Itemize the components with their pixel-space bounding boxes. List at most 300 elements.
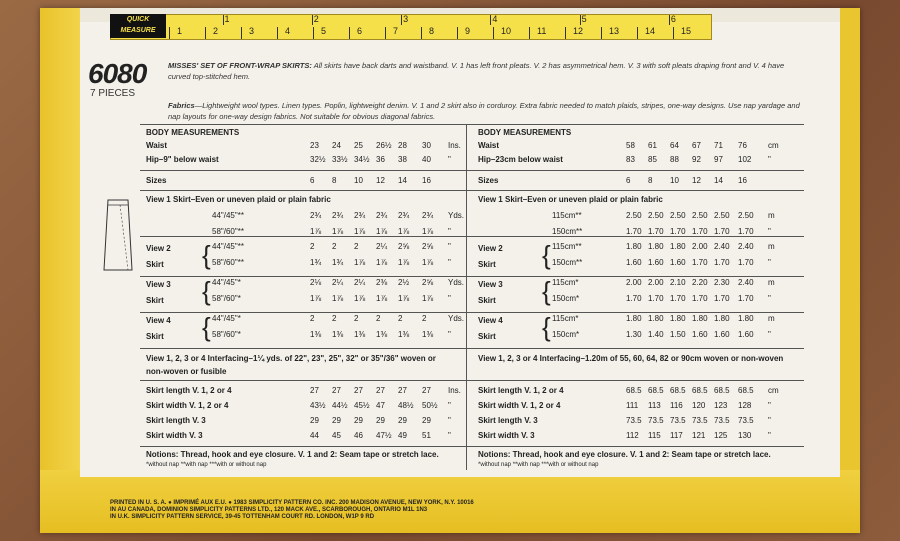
finished-unit: " — [768, 431, 771, 440]
yardage-value: 2.50 — [626, 211, 642, 220]
ruler-cm-number: 4 — [285, 26, 291, 36]
yardage-value: 1⅞ — [422, 294, 434, 303]
yardage-value: 2⅝ — [398, 242, 410, 251]
finished-unit: Ins. — [448, 386, 461, 395]
yardage-value: 1¾ — [310, 258, 322, 267]
ruler-cm-tick — [349, 27, 350, 39]
yardage-value: 2 — [310, 314, 315, 323]
finished-value: 73.5 — [648, 416, 664, 425]
yardage-value: 2¼ — [332, 278, 344, 287]
yardage-value: 1⅞ — [354, 294, 366, 303]
yardage-unit: " — [448, 330, 451, 339]
hip-value: 34½ — [354, 155, 370, 164]
finished-value: 46 — [354, 431, 363, 440]
interfacing-note: View 1, 2, 3 or 4 Interfacing–1¼ yds. of 22", 23", 25", 32" or 35"/36" woven or non-woven or fusible — [146, 354, 436, 376]
table-rule — [466, 124, 804, 125]
yardage-value: 1.70 — [692, 294, 708, 303]
yardage-value: 2¼ — [376, 242, 388, 251]
ruler-cm-number: 10 — [501, 26, 512, 36]
view2-skirt-label: Skirt — [478, 260, 496, 269]
hip-unit: " — [448, 155, 451, 164]
yardage-value: 1.80 — [670, 314, 686, 323]
view4-skirt-label: Skirt — [478, 332, 496, 341]
yardage-value: 1.80 — [738, 314, 754, 323]
view4-label: View 4 — [478, 316, 503, 325]
table-rule — [140, 190, 466, 191]
finished-value: 27 — [422, 386, 431, 395]
waist-value: 28 — [398, 141, 407, 150]
waist-value: 23 — [310, 141, 319, 150]
waist-value: 58 — [626, 141, 635, 150]
yardage-value: 2 — [332, 242, 337, 251]
finished-value: 29 — [398, 416, 407, 425]
yardage-value: 1⅞ — [422, 258, 434, 267]
yardage-unit: " — [448, 258, 451, 267]
ruler-cm-number: 1 — [177, 26, 183, 36]
finished-unit: cm — [768, 386, 779, 395]
waist-value: 71 — [714, 141, 723, 150]
finished-value: 68.5 — [648, 386, 664, 395]
yardage-value: 2.40 — [738, 278, 754, 287]
finished-value: 68.5 — [626, 386, 642, 395]
yardage-value: 1.80 — [648, 314, 664, 323]
metric-measurements-table — [466, 124, 804, 470]
pattern-number: 6080 — [88, 58, 147, 89]
ruler-inch-number: 1 — [224, 14, 230, 24]
pieces-count: 7 PIECES — [90, 88, 136, 99]
sizes-label: Sizes — [146, 176, 167, 185]
view3-skirt-label: Skirt — [146, 296, 164, 305]
ruler-inch-tick — [490, 15, 491, 25]
ruler-inch-number: 4 — [492, 14, 498, 24]
finished-measurement-label: Skirt width V. 1, 2 or 4 — [146, 401, 229, 410]
size-value: 14 — [714, 176, 723, 185]
footer-line-canada: IN AU CANADA, DOMINION SIMPLICITY PATTERNS LTD., 120 MACK AVE., SCARBOROUGH, ONTARIO M1L 1N3 — [110, 507, 428, 513]
size-value: 14 — [398, 176, 407, 185]
yardage-value: 1.70 — [714, 227, 730, 236]
notions-note: Notions: Thread, hook and eye closure. V. 1 and 2: Seam tape or stretch lace. — [146, 450, 439, 459]
ruler-cm-tick — [493, 27, 494, 39]
ruler-cm-tick — [205, 27, 206, 39]
waist-value: 76 — [738, 141, 747, 150]
yardage-value: 2.00 — [626, 278, 642, 287]
table-rule — [466, 312, 804, 313]
ruler-cm-tick — [673, 27, 674, 39]
quick-measure-ruler — [110, 14, 712, 40]
yardage-value: 1.80 — [648, 242, 664, 251]
hip-label: Hip–9" below waist — [146, 155, 219, 164]
yardage-value: 1.60 — [714, 330, 730, 339]
fabric-width: 115cm* — [552, 314, 579, 323]
hip-value: 85 — [648, 155, 657, 164]
finished-value: 111 — [626, 401, 639, 410]
yardage-value: 1⅞ — [376, 227, 388, 236]
table-rule — [140, 312, 466, 313]
table-rule — [140, 276, 466, 277]
ruler-inch-tick — [223, 15, 224, 25]
fabric-width: 44"/45"* — [212, 278, 241, 287]
copyright-footer — [110, 500, 474, 521]
waist-unit: cm — [768, 141, 779, 150]
footer-line-uk: IN U.K. SIMPLICITY PATTERN SERVICE, 39-45 TOTTENHAM COURT RD. LONDON, W1P 9 RD — [110, 514, 375, 520]
finished-value: 68.5 — [692, 386, 708, 395]
yardage-unit: " — [768, 330, 771, 339]
finished-value: 27 — [398, 386, 407, 395]
finished-value: 68.5 — [714, 386, 730, 395]
yardage-value: 1.70 — [670, 294, 686, 303]
yardage-value: 2¾ — [354, 211, 366, 220]
yardage-value: 1⅜ — [310, 330, 322, 339]
yardage-value: 2.50 — [738, 211, 754, 220]
yardage-value: 1⅞ — [376, 294, 388, 303]
table-rule — [140, 348, 466, 349]
finished-value: 117 — [670, 431, 683, 440]
finished-measurement-label: Skirt width V. 1, 2 or 4 — [478, 401, 561, 410]
yardage-value: 2¼ — [354, 278, 366, 287]
yardage-value: 2 — [332, 314, 337, 323]
waist-value: 30 — [422, 141, 431, 150]
sizes-label: Sizes — [478, 176, 499, 185]
waist-value: 61 — [648, 141, 657, 150]
yardage-value: 1⅞ — [354, 258, 366, 267]
yardage-value: 1.70 — [626, 227, 642, 236]
yardage-unit: " — [448, 227, 451, 236]
ruler-inch-tick — [312, 15, 313, 25]
finished-value: 128 — [738, 401, 752, 410]
yardage-value: 1.60 — [648, 258, 664, 267]
fabric-width: 58"/60"** — [212, 258, 244, 267]
waist-label: Waist — [478, 141, 500, 150]
finished-unit: " — [768, 401, 771, 410]
hip-value: 83 — [626, 155, 635, 164]
yardage-value: 1.70 — [626, 294, 642, 303]
finished-measurement-label: Skirt length V. 3 — [146, 416, 206, 425]
view1-label: View 1 Skirt–Even or uneven plaid or plain fabric — [146, 195, 331, 204]
ruler-cm-number: 11 — [537, 26, 547, 36]
ruler-logo-line1: QUICK — [126, 16, 150, 23]
interfacing-note: View 1, 2, 3 or 4 Interfacing–1.20m of 55, 60, 64, 82 or 90cm woven or non-woven — [478, 354, 784, 363]
yardage-value: 1.70 — [670, 227, 686, 236]
finished-measurement-label: Skirt width V. 3 — [146, 431, 203, 440]
yardage-value: 1.70 — [714, 294, 730, 303]
waist-value: 24 — [332, 141, 341, 150]
yardage-value: 1⅞ — [332, 294, 344, 303]
ruler-cm-number: 2 — [213, 26, 219, 36]
imperial-measurements-table — [140, 124, 466, 470]
yardage-value: 2.40 — [714, 242, 730, 251]
finished-value: 50½ — [422, 401, 438, 410]
table-rule — [466, 170, 804, 171]
yardage-value: 1⅜ — [422, 330, 434, 339]
size-value: 12 — [376, 176, 385, 185]
fabric-width: 150cm* — [552, 294, 580, 303]
yardage-value: 1⅜ — [398, 330, 410, 339]
yardage-value: 2¾ — [376, 211, 388, 220]
yardage-value: 1.70 — [648, 294, 664, 303]
fabric-width: 58"/60"* — [212, 330, 241, 339]
finished-value: 45 — [332, 431, 341, 440]
yardage-value: 1.70 — [738, 227, 754, 236]
yardage-value: 2 — [354, 242, 359, 251]
finished-value: 44½ — [332, 401, 348, 410]
table-rule — [466, 348, 804, 349]
notions-note: Notions: Thread, hook and eye closure. V. 1 and 2: Seam tape or stretch lace. — [478, 450, 771, 459]
yardage-value: 1⅞ — [398, 227, 410, 236]
ruler-cm-tick — [421, 27, 422, 39]
size-value: 16 — [422, 176, 431, 185]
finished-value: 43½ — [310, 401, 326, 410]
finished-value: 130 — [738, 431, 752, 440]
ruler-inch-number: 3 — [403, 14, 409, 24]
finished-value: 116 — [670, 401, 683, 410]
waist-value: 25 — [354, 141, 363, 150]
size-value: 8 — [332, 176, 337, 185]
yardage-value: 1⅞ — [332, 227, 344, 236]
ruler-inch-tick — [669, 15, 670, 25]
yardage-value: 2¾ — [398, 211, 410, 220]
ruler-cm-tick — [601, 27, 602, 39]
ruler-cm-number: 6 — [357, 26, 363, 36]
ruler-cm-number: 15 — [681, 26, 692, 36]
ruler-inch-tick — [580, 15, 581, 25]
yardage-value: 1.70 — [738, 258, 754, 267]
size-value: 10 — [670, 176, 679, 185]
finished-unit: " — [768, 416, 771, 425]
yardage-unit: " — [448, 242, 451, 251]
fabrics-note — [168, 100, 808, 122]
yardage-value: 1.70 — [714, 258, 730, 267]
ruler-cm-number: 7 — [393, 26, 399, 36]
fabric-width: 115cm** — [552, 242, 582, 251]
table-rule — [140, 446, 466, 447]
table-rule — [140, 170, 466, 171]
ruler-cm-tick — [169, 27, 170, 39]
fabric-width: 44"/45"** — [212, 242, 244, 251]
yardage-value: 2.50 — [692, 211, 708, 220]
yardage-value: 1⅞ — [398, 294, 410, 303]
yardage-unit: Yds. — [448, 211, 465, 220]
table-rule — [466, 446, 804, 447]
size-value: 12 — [692, 176, 701, 185]
yardage-value: 1.60 — [626, 258, 642, 267]
fabric-width: 150cm** — [552, 258, 583, 267]
table-rule — [140, 380, 466, 381]
yardage-value: 2 — [354, 314, 359, 323]
fabric-width: 58"/60"* — [212, 294, 241, 303]
yardage-value: 2 — [398, 314, 403, 323]
quick-measure-logo — [110, 14, 166, 38]
ruler-cm-tick — [385, 27, 386, 39]
yardage-value: 2¾ — [332, 211, 344, 220]
yardage-value: 2 — [376, 314, 381, 323]
size-value: 10 — [354, 176, 363, 185]
finished-value: 112 — [626, 431, 639, 440]
yardage-value: 2⅝ — [422, 242, 434, 251]
finished-unit: " — [448, 416, 451, 425]
ruler-cm-tick — [637, 27, 638, 39]
ruler-inch-number: 5 — [581, 14, 587, 24]
yardage-value: 2½ — [398, 278, 410, 287]
ruler-cm-tick — [241, 27, 242, 39]
fabrics-title: Fabrics — [168, 101, 195, 110]
yardage-unit: m — [768, 242, 775, 251]
view4-label: View 4 — [146, 316, 171, 325]
yardage-value: 1⅜ — [354, 330, 366, 339]
view2-label: View 2 — [146, 244, 171, 253]
envelope-yellow-right-edge — [840, 8, 860, 533]
yardage-value: 1.40 — [648, 330, 664, 339]
yardage-value: 1.70 — [738, 294, 754, 303]
table-rule — [466, 190, 804, 191]
yardage-value: 1.80 — [692, 314, 708, 323]
table-rule — [466, 380, 804, 381]
ruler-cm-number: 12 — [573, 26, 584, 36]
finished-value: 27 — [354, 386, 363, 395]
finished-measurement-label: Skirt width V. 3 — [478, 431, 535, 440]
ruler-cm-tick — [565, 27, 566, 39]
finished-measurement-label: Skirt length V. 1, 2 or 4 — [146, 386, 232, 395]
hip-value: 36 — [376, 155, 385, 164]
finished-value: 51 — [422, 431, 431, 440]
table-rule — [466, 276, 804, 277]
ruler-logo-line2: MEASURE — [120, 27, 156, 34]
finished-value: 73.5 — [626, 416, 642, 425]
ruler-cm-number: 13 — [609, 26, 620, 36]
yardage-value: 1⅞ — [422, 227, 434, 236]
yardage-value: 2.20 — [692, 278, 708, 287]
finished-unit: " — [448, 431, 451, 440]
finished-value: 123 — [714, 401, 728, 410]
finished-unit: " — [448, 401, 451, 410]
finished-value: 73.5 — [692, 416, 708, 425]
yardage-value: 1⅜ — [332, 330, 344, 339]
view1-label: View 1 Skirt–Even or uneven plaid or plain fabric — [478, 195, 663, 204]
description-title: MISSES' SET OF FRONT-WRAP SKIRTS: — [168, 61, 312, 70]
hip-value: 102 — [738, 155, 752, 164]
finished-value: 29 — [422, 416, 431, 425]
view4-skirt-label: Skirt — [146, 332, 164, 341]
finished-value: 27 — [376, 386, 385, 395]
hip-value: 32½ — [310, 155, 326, 164]
yardage-unit: Yds. — [448, 314, 465, 323]
body-measurements-heading: BODY MEASUREMENTS — [146, 128, 240, 137]
hip-value: 92 — [692, 155, 701, 164]
yardage-value: 2.00 — [648, 278, 664, 287]
envelope-yellow-left-edge — [40, 8, 80, 533]
ruler-inch-number: 6 — [670, 14, 676, 24]
hip-value: 88 — [670, 155, 679, 164]
yardage-value: 2.40 — [738, 242, 754, 251]
ruler-cm-number: 14 — [645, 26, 656, 36]
size-value: 6 — [310, 176, 315, 185]
fabric-width: 44"/45"** — [212, 211, 244, 220]
yardage-value: 1.70 — [692, 258, 708, 267]
fabrics-text: —Lightweight wool types. Linen types. Poplin, lightweight denim. V. 1 and 2 skirt also in corduroy. Extra fabric needed to match plaids, stripes, one-way designs. Use nap yardage and nap layouts for one-way design fabrics. Not suitable for obvious diagonal fabrics. — [168, 101, 800, 121]
waist-label: Waist — [146, 141, 168, 150]
panel-divider — [466, 124, 467, 470]
yardage-value: 1⅞ — [376, 258, 388, 267]
yardage-value: 1.80 — [670, 242, 686, 251]
table-rule — [140, 124, 466, 125]
pattern-description — [168, 60, 808, 82]
body-measurements-heading: BODY MEASUREMENTS — [478, 128, 572, 137]
yardage-value: 2.50 — [714, 211, 730, 220]
yardage-value: 1⅞ — [354, 227, 366, 236]
table-rule — [140, 236, 466, 237]
finished-value: 29 — [376, 416, 385, 425]
yardage-value: 1.70 — [648, 227, 664, 236]
table-rule — [466, 236, 804, 237]
description-text: All skirts have back darts and waistband. V. 1 has left front pleats. V. 2 has asymmetrical hem. V. 3 with soft pleats draping front and V. 4 have curved top-stitched hem. — [168, 61, 785, 81]
yardage-value: 1.80 — [626, 242, 642, 251]
brace-icon: { — [542, 276, 551, 306]
size-value: 6 — [626, 176, 631, 185]
view3-skirt-label: Skirt — [478, 296, 496, 305]
brace-icon: { — [542, 240, 551, 270]
yardage-unit: " — [768, 294, 771, 303]
yardage-value: 1.30 — [626, 330, 642, 339]
brace-icon: { — [202, 276, 211, 306]
view2-skirt-label: Skirt — [146, 260, 164, 269]
finished-value: 120 — [692, 401, 706, 410]
finished-value: 73.5 — [714, 416, 730, 425]
view3-label: View 3 — [478, 280, 503, 289]
yardage-value: 2 — [310, 242, 315, 251]
brace-icon: { — [542, 312, 551, 342]
finished-measurement-label: Skirt length V. 3 — [478, 416, 538, 425]
yardage-unit: m — [768, 314, 775, 323]
yardage-unit: " — [768, 258, 771, 267]
yardage-value: 1⅞ — [310, 227, 322, 236]
hip-label: Hip–23cm below waist — [478, 155, 563, 164]
finished-value: 45½ — [354, 401, 370, 410]
yardage-value: 1¾ — [332, 258, 344, 267]
fabric-width: 150cm* — [552, 330, 580, 339]
yardage-unit: m — [768, 278, 775, 287]
finished-measurement-label: Skirt length V. 1, 2 or 4 — [478, 386, 564, 395]
ruler-inch-tick — [401, 15, 402, 25]
yardage-value: 1.50 — [670, 330, 686, 339]
brace-icon: { — [202, 312, 211, 342]
finished-value: 29 — [332, 416, 341, 425]
yardage-value: 2¾ — [310, 211, 322, 220]
finished-value: 113 — [648, 401, 661, 410]
hip-value: 38 — [398, 155, 407, 164]
waist-unit: Ins. — [448, 141, 461, 150]
hip-value: 33½ — [332, 155, 348, 164]
ruler-cm-number: 3 — [249, 26, 255, 36]
finished-value: 49 — [398, 431, 407, 440]
finished-value: 29 — [354, 416, 363, 425]
finished-value: 48½ — [398, 401, 414, 410]
hip-value: 40 — [422, 155, 431, 164]
finished-value: 68.5 — [738, 386, 754, 395]
waist-value: 26½ — [376, 141, 392, 150]
yardage-value: 2⅝ — [422, 278, 434, 287]
yardage-value: 2⅜ — [376, 278, 388, 287]
yardage-value: 1.80 — [626, 314, 642, 323]
finished-value: 27 — [332, 386, 341, 395]
yardage-value: 2 — [422, 314, 427, 323]
yardage-unit: " — [768, 227, 771, 236]
finished-value: 47½ — [376, 431, 392, 440]
yardage-value: 1⅜ — [376, 330, 388, 339]
footer-line-us: PRINTED IN U. S. A. ● IMPRIMÉ AUX E.U. ● 1983 SIMPLICITY PATTERN CO. INC. 200 MADISON AVENUE, NEW YORK, N.Y. 10016 — [110, 500, 474, 506]
finished-value: 115 — [648, 431, 661, 440]
yardage-value: 2.00 — [692, 242, 708, 251]
yardage-value: 1⅞ — [398, 258, 410, 267]
ruler-cm-tick — [529, 27, 530, 39]
